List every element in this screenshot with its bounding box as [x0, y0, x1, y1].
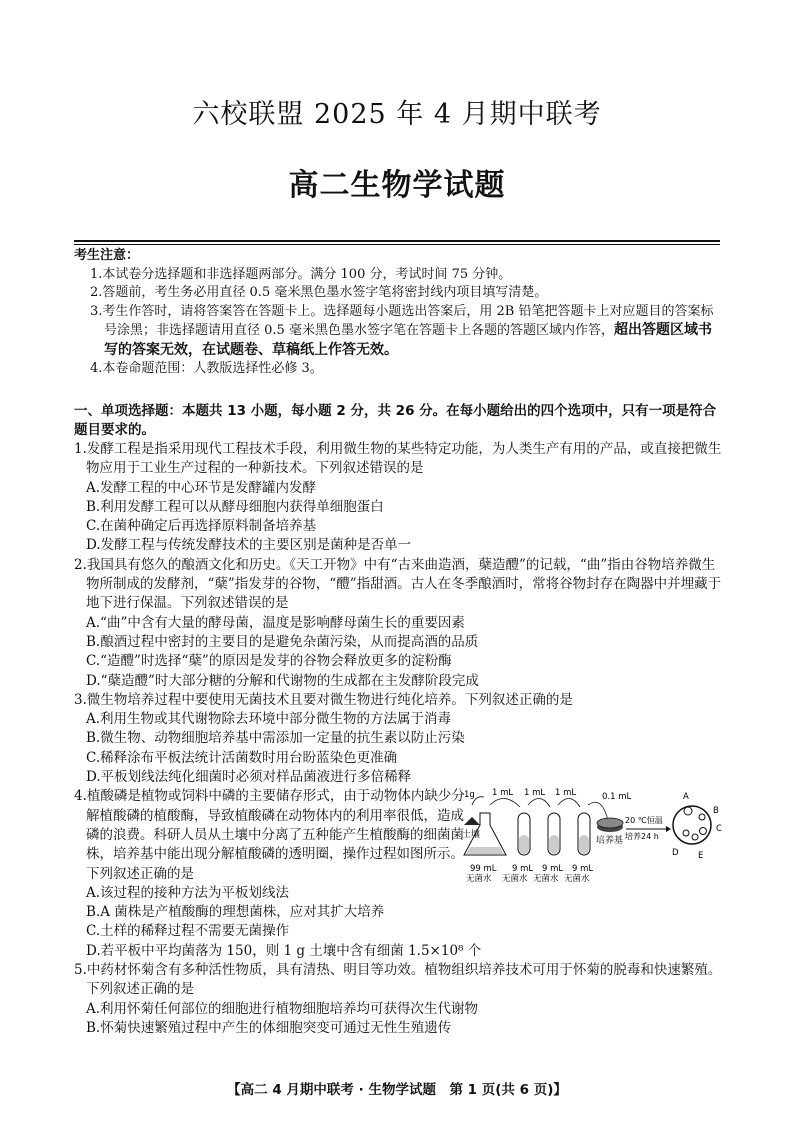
- page-footer: 【高二 4 月期中联考 · 生物学试题 第 1 页(共 6 页)】: [227, 1082, 567, 1098]
- option-b: B.A 菌株是产植酸酶的理想菌株，应对其扩大培养: [86, 904, 385, 921]
- question-2: [74, 556, 724, 691]
- exam-title: 六校联盟 2025 年 4 月期中联考: [192, 99, 602, 130]
- colony-c: [700, 828, 707, 835]
- strain-label-c: C: [716, 824, 722, 834]
- tube-water-label: 无菌水: [502, 874, 528, 884]
- strain-label-d: D: [672, 848, 679, 858]
- soil-mass-label: 1g: [464, 790, 475, 800]
- tube-water-label: 无菌水: [533, 874, 559, 884]
- option-b: B.怀菊快速繁殖过程中产生的体细胞突变可通过无性生殖遗传: [86, 1019, 452, 1036]
- option-a: A.该过程的接种方法为平板划线法: [86, 884, 290, 901]
- question-list: [74, 440, 724, 1038]
- notice-item: 1.本试卷分选择题和非选择题两部分。满分 100 分，考试时间 75 分钟。: [90, 266, 512, 282]
- option-d: D.发酵工程与传统发酵技术的主要区别是菌种是否单一: [86, 537, 412, 554]
- option-b: B.酿酒过程中密封的主要目的是避免杂菌污染，从而提高酒的品质: [86, 633, 479, 650]
- plate-label: 培养基: [596, 836, 624, 846]
- option-c: C.“造醴”时选择“蘖”的原因是发芽的谷物会释放更多的淀粉酶: [86, 653, 452, 670]
- question-stem: 4.植酸磷是植物或饲料中磷的主要储存形式，由于动物体内缺少分解植酸磷的植酸酶，导致植酸磷在动物体内的利用率很低，造成磷的浪费。科研人员从土壤中分离了五种能产生植酸酶的细菌菌株，培养基中能出现分解植酸磷的透明圈，操作过程如图所示。下列叙述正确的是: [74, 788, 465, 882]
- notice-item-text: 3.考生作答时，请将答案答在答题卡上。选择题每小题选出答案后，用 2B 铅笔把答题卡上对应题目的答案标号涂黑；非选择题请用直径 0.5 毫米黑色墨水签字笔在答题卡上各题的答题区域内作答，: [90, 303, 714, 338]
- transfer-arrow-icon: [558, 798, 580, 807]
- soil-pile-icon: [464, 817, 480, 825]
- question-3: [74, 691, 724, 787]
- colony-d: [683, 830, 689, 836]
- question-stem: 1.发酵工程是指采用现代工程技术手段，利用微生物的某些特定功能，为人类生产有用的产品，或直接把微生物应用于工业生产过程的一种新技术。下列叙述错误的是: [74, 441, 722, 477]
- notice-heading: 考生注意：: [74, 248, 140, 263]
- question-stem: 3.微生物培养过程中要使用无菌技术且要对微生物进行纯化培养。下列叙述正确的是: [74, 691, 573, 708]
- incubate-arrowhead-icon: [666, 826, 671, 832]
- tube-volume-label: 9 mL: [572, 864, 594, 874]
- colony-b: [699, 814, 705, 820]
- question-5: [74, 961, 724, 1038]
- dilution-diagram: [462, 785, 727, 895]
- tube-volume-label: 9 mL: [542, 864, 564, 874]
- notice-emphasis: 超出答题区域书写的答案无效，在试题卷、草稿纸上作答无效。: [104, 322, 712, 358]
- culture-plate-lid: [597, 818, 623, 828]
- test-tube-2: [548, 813, 560, 855]
- tube-water-label: 无菌水: [564, 874, 590, 884]
- transfer-arrow-icon: [528, 798, 550, 807]
- option-c: C.土样的稀释过程不需要无菌操作: [86, 923, 290, 940]
- option-b: B.微生物、动物细胞培养基中需添加一定量的抗生素以防止污染: [86, 730, 465, 747]
- option-a: A.发酵工程的中心环节是发酵罐内发酵: [86, 479, 317, 496]
- plate-volume-label: 0.1 mL: [602, 792, 632, 802]
- strain-label-a: A: [683, 792, 689, 802]
- divider-thin: [74, 244, 720, 245]
- flask-liquid: [466, 847, 504, 854]
- test-tube-1: [518, 813, 530, 855]
- transfer-volume-label: 1 mL: [555, 788, 577, 798]
- notice-block: [74, 247, 724, 379]
- option-b: B.利用发酵工程可以从酵母细胞内获得单细胞蛋白: [86, 498, 384, 515]
- tube-volume-label: 9 mL: [512, 864, 534, 874]
- flask-water-label: 无菌水: [466, 874, 492, 884]
- strain-label-b: B: [713, 806, 719, 816]
- option-d: D.“蘖造醴”时大部分糖的分解和代谢物的生成都在主发酵阶段完成: [86, 672, 479, 689]
- flask-volume-label: 99 mL: [470, 864, 497, 874]
- notice-item: [74, 303, 724, 361]
- question-1: [74, 440, 724, 556]
- divider-thick: [74, 240, 720, 242]
- section-heading: 一、单项选择题：本题共 13 小题，每小题 2 分，共 26 分。在每小题给出的四个选项中，只有一项是符合题目要求的。: [74, 403, 717, 438]
- incubate-temp-label: 20 ℃恒温: [625, 816, 663, 825]
- option-c: C.在菌种确定后再选择原料制备培养基: [86, 518, 317, 535]
- option-a: A.利用怀菊任何部位的细胞进行植物细胞培养均可获得次生代谢物: [86, 1000, 479, 1017]
- transfer-volume-label: 1 mL: [492, 788, 514, 798]
- subject-title: 高二生物学试题: [288, 168, 506, 203]
- option-a: A.“曲”中含有大量的酵母菌，温度是影响酵母菌生长的重要因素: [86, 614, 465, 631]
- option-c: C.稀释涂布平板法统计活菌数时用台盼蓝染色更准确: [86, 749, 398, 766]
- notice-item: 4.本卷命题范围：人教版选择性必修 3。: [90, 361, 323, 376]
- notice-item: 2.答题前，考生务必用直径 0.5 毫米黑色墨水签字笔将密封线内项目填写清楚。: [90, 285, 548, 300]
- colony-e: [692, 834, 698, 840]
- option-d: D.平板划线法纯化细菌时必须对样品菌液进行多倍稀释: [86, 769, 412, 786]
- colony-a: [684, 807, 692, 815]
- question-stem: 5.中药材怀菊含有多种活性物质，具有清热、明目等功效。植物组织培养技术可用于怀菊的脱毒和快速繁殖。下列叙述正确的是: [74, 962, 722, 998]
- option-a: A.利用生物或其代谢物除去环境中部分微生物的方法属于消毒: [86, 711, 452, 728]
- transfer-volume-label: 1 mL: [524, 788, 546, 798]
- transfer-arrow-icon: [490, 798, 520, 807]
- option-d: D.若平板中平均菌落为 150，则 1 g 土壤中含有细菌 1.5×10⁸ 个: [86, 942, 482, 959]
- incubate-time-label: 培养24 h: [625, 832, 659, 841]
- question-stem: 2.我国具有悠久的酿酒文化和历史。《天工开物》中有“古来曲造酒，蘖造醴”的记载，“曲”指由谷物培养微生物所制成的发酵剂，“蘖”指发芽的谷物，“醴”指甜酒。古人在冬季酿酒时，常将谷物封存在陶器中并埋藏于地下进行保温。下列叙述错误的是: [74, 556, 722, 612]
- test-tube-3: [578, 813, 590, 855]
- strain-label-e: E: [698, 851, 704, 861]
- soil-label: 土壤: [462, 830, 481, 840]
